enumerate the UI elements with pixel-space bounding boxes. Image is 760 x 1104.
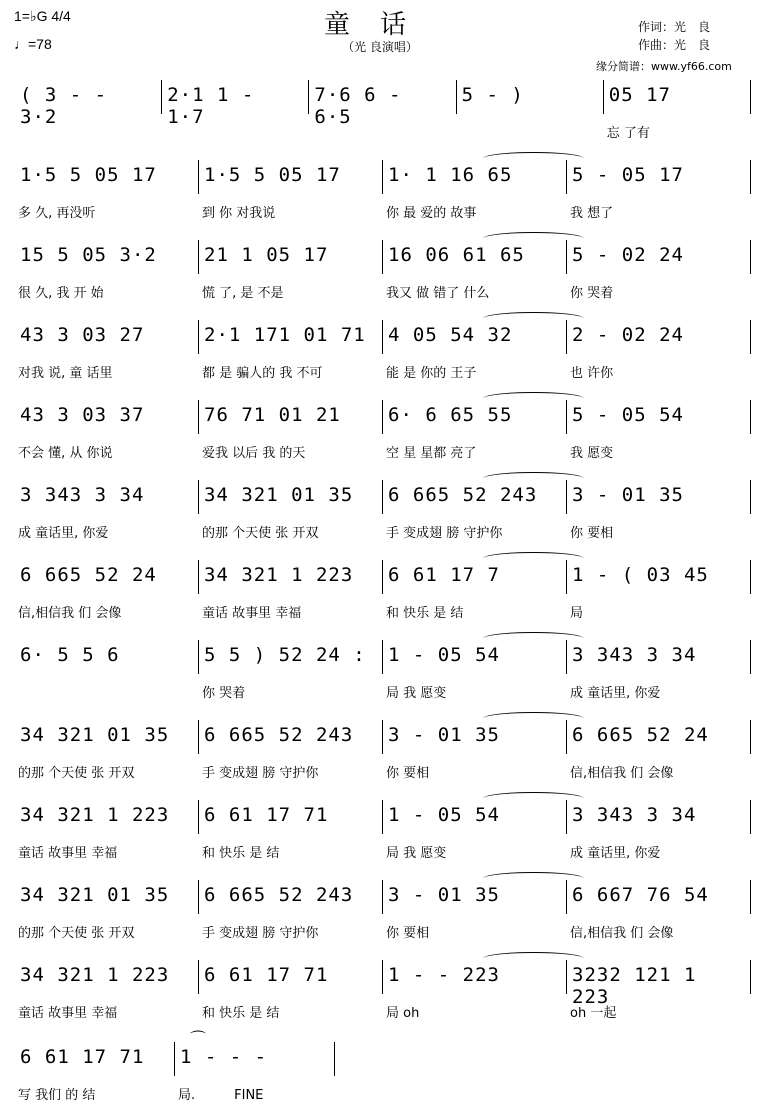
bar-line bbox=[566, 560, 567, 594]
bar-line bbox=[382, 160, 383, 194]
measure-lyrics: 你 要相 bbox=[386, 766, 430, 781]
measure-lyrics: 我 愿变 bbox=[570, 446, 614, 461]
key-signature: 1=♭G 4/4 bbox=[14, 8, 71, 24]
bar-line bbox=[750, 80, 751, 114]
slur-mark bbox=[483, 792, 584, 805]
measure-lyrics: 空 星 星都 亮了 bbox=[386, 446, 477, 461]
measure-notes: 3 343 3 34 bbox=[20, 484, 145, 506]
measure-lyrics: 和 快乐 是 结 bbox=[202, 1006, 280, 1021]
bar-line bbox=[750, 880, 751, 914]
bar-line bbox=[161, 80, 162, 114]
bar-line bbox=[382, 320, 383, 354]
bar-line bbox=[750, 160, 751, 194]
measure-lyrics: oh 一起 bbox=[570, 1006, 617, 1021]
measure-notes: 1 - 05 54 bbox=[388, 644, 500, 666]
score-system bbox=[0, 238, 760, 302]
measure-notes: 34 321 1 223 bbox=[204, 564, 354, 586]
bar-line bbox=[566, 800, 567, 834]
bar-line bbox=[566, 720, 567, 754]
bar-line bbox=[750, 640, 751, 674]
measure-lyrics: 你 哭着 bbox=[570, 286, 614, 301]
measure-lyrics: 忘 了有 bbox=[606, 126, 650, 141]
measure-notes: ( 3 - - 3·2 bbox=[20, 84, 108, 128]
slur-mark bbox=[483, 632, 584, 645]
measure-notes: 34 321 01 35 bbox=[20, 724, 170, 746]
measure-notes: 3 343 3 34 bbox=[572, 644, 697, 666]
bar-line bbox=[198, 160, 199, 194]
measure-lyrics: 手 变成翅 膀 守护你 bbox=[386, 526, 503, 541]
measure-notes: 5 - 05 54 bbox=[572, 404, 684, 426]
measure-notes: 2·1 1 - 1·7 bbox=[167, 84, 255, 128]
measure-lyrics: 的那 个天使 张 开双 bbox=[202, 526, 319, 541]
measure-lyrics: 成 童话里, 你爱 bbox=[570, 686, 661, 701]
bar-line bbox=[382, 800, 383, 834]
measure-lyrics: 和 快乐 是 结 bbox=[202, 846, 280, 861]
measure-lyrics: 你 要相 bbox=[386, 926, 430, 941]
measure-lyrics: 成 童话里, 你爱 bbox=[18, 526, 109, 541]
measure-lyrics: 写 我们 的 结 bbox=[18, 1088, 96, 1103]
score-system bbox=[0, 1029, 760, 1104]
bar-line bbox=[198, 960, 199, 994]
measure-notes: 6 667 76 54 bbox=[572, 884, 709, 906]
measure-notes: 1·5 5 05 17 bbox=[204, 164, 341, 186]
bar-line bbox=[198, 720, 199, 754]
score-system bbox=[0, 798, 760, 862]
measure-notes: 1 - ( 03 45 bbox=[572, 564, 709, 586]
measure-lyrics: 你 要相 bbox=[570, 526, 614, 541]
score-system bbox=[0, 158, 760, 222]
score-system bbox=[0, 78, 760, 142]
measure-notes: 6 61 17 71 bbox=[204, 964, 329, 986]
bar-line bbox=[750, 240, 751, 274]
score-system bbox=[0, 958, 760, 1022]
bar-line bbox=[198, 560, 199, 594]
bar-line bbox=[198, 400, 199, 434]
measure-lyrics: 信,相信我 们 会像 bbox=[570, 926, 674, 941]
measure-notes: 5 5 ) 52 24 : bbox=[204, 644, 366, 666]
measure-notes: 5 - 05 17 bbox=[572, 164, 684, 186]
slur-mark bbox=[483, 552, 584, 565]
measure-lyrics: 手 变成翅 膀 守护你 bbox=[202, 926, 319, 941]
measure-notes: 16 06 61 65 bbox=[388, 244, 525, 266]
fermata-icon: ⌒ bbox=[190, 1029, 207, 1048]
measure-lyrics: 多 久, 再没听 bbox=[18, 206, 96, 221]
measure-notes: 6 665 52 243 bbox=[388, 484, 538, 506]
measure-lyrics: 局 我 愿变 bbox=[386, 846, 447, 861]
measure-notes: 34 321 1 223 bbox=[20, 964, 170, 986]
measure-notes: 6 665 52 243 bbox=[204, 724, 354, 746]
measure-notes: 6 61 17 7 bbox=[388, 564, 500, 586]
bar-line bbox=[198, 480, 199, 514]
measure-lyrics: 成 童话里, 你爱 bbox=[570, 846, 661, 861]
bar-line bbox=[566, 480, 567, 514]
measure-notes: 5 - ) bbox=[461, 84, 524, 106]
bar-line bbox=[566, 640, 567, 674]
bar-line bbox=[603, 80, 604, 114]
measure-notes: 3232 121 1 223 bbox=[572, 964, 697, 1008]
measure-notes: 6 665 52 243 bbox=[204, 884, 354, 906]
measure-notes: 7·6 6 - 6·5 bbox=[314, 84, 402, 128]
measure-lyrics: 的那 个天使 张 开双 bbox=[18, 926, 135, 941]
bar-line bbox=[750, 560, 751, 594]
song-title: 童话 bbox=[323, 10, 436, 40]
measure-notes: 15 5 05 3·2 bbox=[20, 244, 157, 266]
measure-notes: 43 3 03 37 bbox=[20, 404, 145, 426]
bar-line bbox=[198, 240, 199, 274]
measure-notes: 1 - 05 54 bbox=[388, 804, 500, 826]
bar-line bbox=[566, 240, 567, 274]
composer-credit: 作曲：光 良 bbox=[638, 38, 711, 52]
score-system bbox=[0, 398, 760, 462]
measure-lyrics: 到 你 对我说 bbox=[202, 206, 276, 221]
score-system bbox=[0, 718, 760, 782]
slur-mark bbox=[483, 712, 584, 725]
measure-notes: 1·5 5 05 17 bbox=[20, 164, 157, 186]
slur-mark bbox=[483, 232, 584, 245]
bar-line bbox=[198, 880, 199, 914]
measure-notes: 1 - - - bbox=[180, 1046, 268, 1068]
measure-notes: 3 - 01 35 bbox=[388, 724, 500, 746]
measure-notes: 21 1 05 17 bbox=[204, 244, 329, 266]
measure-notes: 6 61 17 71 bbox=[204, 804, 329, 826]
source-site: 缘分简谱：www.yf66.com bbox=[596, 60, 732, 73]
bar-line bbox=[308, 80, 309, 114]
measure-lyrics: 局 bbox=[570, 606, 584, 621]
measure-lyrics: 很 久, 我 开 始 bbox=[18, 286, 104, 301]
measure-notes: 1 - - 223 bbox=[388, 964, 500, 986]
measure-lyrics: 和 快乐 是 结 bbox=[386, 606, 464, 621]
measure-lyrics: 不会 懂, 从 你说 bbox=[18, 446, 113, 461]
measure-notes: 3 - 01 35 bbox=[572, 484, 684, 506]
measure-lyrics: 能 是 你的 王子 bbox=[386, 366, 477, 381]
measure-lyrics: 局 我 愿变 bbox=[386, 686, 447, 701]
measure-lyrics: 信,相信我 们 会像 bbox=[570, 766, 674, 781]
bar-line bbox=[566, 320, 567, 354]
measure-lyrics: 慌 了, 是 不是 bbox=[202, 286, 284, 301]
measure-notes: 2·1 171 01 71 bbox=[204, 324, 366, 346]
bar-line bbox=[198, 320, 199, 354]
measure-notes: 4 05 54 32 bbox=[388, 324, 513, 346]
bar-line bbox=[566, 960, 567, 994]
measure-lyrics: 我 想了 bbox=[570, 206, 614, 221]
measure-lyrics: 都 是 骗人的 我 不可 bbox=[202, 366, 323, 381]
measure-notes: 76 71 01 21 bbox=[204, 404, 341, 426]
slur-mark bbox=[483, 152, 584, 165]
measure-notes: 2 - 02 24 bbox=[572, 324, 684, 346]
measure-lyrics: 的那 个天使 张 开双 bbox=[18, 766, 135, 781]
bar-line bbox=[198, 800, 199, 834]
measure-lyrics: 局 oh bbox=[386, 1006, 420, 1021]
measure-notes: 3 - 01 35 bbox=[388, 884, 500, 906]
measure-notes: 34 321 1 223 bbox=[20, 804, 170, 826]
measure-lyrics: 爱我 以后 我 的天 bbox=[202, 446, 306, 461]
measure-notes: 6 665 52 24 bbox=[572, 724, 709, 746]
measure-notes: 34 321 01 35 bbox=[204, 484, 354, 506]
measure-notes: 5 - 02 24 bbox=[572, 244, 684, 266]
performer-subtitle: （光 良演唱） bbox=[342, 40, 418, 54]
bar-line bbox=[750, 800, 751, 834]
bar-line bbox=[566, 880, 567, 914]
score-system bbox=[0, 558, 760, 622]
bar-line bbox=[382, 480, 383, 514]
measure-notes: 05 17 bbox=[608, 84, 671, 106]
bar-line bbox=[198, 640, 199, 674]
bar-line bbox=[382, 720, 383, 754]
measure-notes: 6· 5 5 6 bbox=[20, 644, 120, 666]
bar-line bbox=[382, 640, 383, 674]
bar-line bbox=[750, 480, 751, 514]
bar-line bbox=[750, 720, 751, 754]
bar-line bbox=[174, 1042, 175, 1076]
score-system bbox=[0, 318, 760, 382]
bar-line bbox=[456, 80, 457, 114]
measure-notes: 6· 6 65 55 bbox=[388, 404, 513, 426]
slur-mark bbox=[483, 872, 584, 885]
bar-line bbox=[566, 400, 567, 434]
score-system bbox=[0, 638, 760, 702]
bar-line bbox=[750, 320, 751, 354]
tempo-marking: ♩=78 bbox=[14, 36, 52, 52]
measure-notes: 43 3 03 27 bbox=[20, 324, 145, 346]
measure-lyrics: 我又 做 错了 什么 bbox=[386, 286, 490, 301]
bar-line bbox=[566, 160, 567, 194]
bar-line bbox=[334, 1042, 335, 1076]
measure-lyrics: 你 最 爱的 故事 bbox=[386, 206, 477, 221]
measure-notes: 1· 1 16 65 bbox=[388, 164, 513, 186]
measure-lyrics: 童话 故事里 幸福 bbox=[202, 606, 302, 621]
measure-lyrics: 童话 故事里 幸福 bbox=[18, 1006, 118, 1021]
bar-line bbox=[750, 400, 751, 434]
bar-line bbox=[750, 960, 751, 994]
slur-mark bbox=[483, 392, 584, 405]
measure-lyrics: 信,相信我 们 会像 bbox=[18, 606, 122, 621]
slur-mark bbox=[483, 472, 584, 485]
bar-line bbox=[382, 400, 383, 434]
score-system bbox=[0, 478, 760, 542]
bar-line bbox=[382, 560, 383, 594]
measure-notes: 6 61 17 71 bbox=[20, 1046, 145, 1068]
measure-lyrics: 也 许你 bbox=[570, 366, 614, 381]
bar-line bbox=[382, 960, 383, 994]
measure-lyrics: 对我 说, 童 话里 bbox=[18, 366, 113, 381]
measure-lyrics: 童话 故事里 幸福 bbox=[18, 846, 118, 861]
measure-lyrics: 局. FINE bbox=[178, 1088, 264, 1103]
measure-notes: 6 665 52 24 bbox=[20, 564, 157, 586]
bar-line bbox=[382, 240, 383, 274]
slur-mark bbox=[483, 312, 584, 325]
lyricist-credit: 作词：光 良 bbox=[638, 20, 711, 34]
measure-lyrics: 你 哭着 bbox=[202, 686, 246, 701]
score-system bbox=[0, 878, 760, 942]
measure-lyrics: 手 变成翅 膀 守护你 bbox=[202, 766, 319, 781]
measure-notes: 3 343 3 34 bbox=[572, 804, 697, 826]
slur-mark bbox=[483, 952, 584, 965]
bar-line bbox=[382, 880, 383, 914]
measure-notes: 34 321 01 35 bbox=[20, 884, 170, 906]
